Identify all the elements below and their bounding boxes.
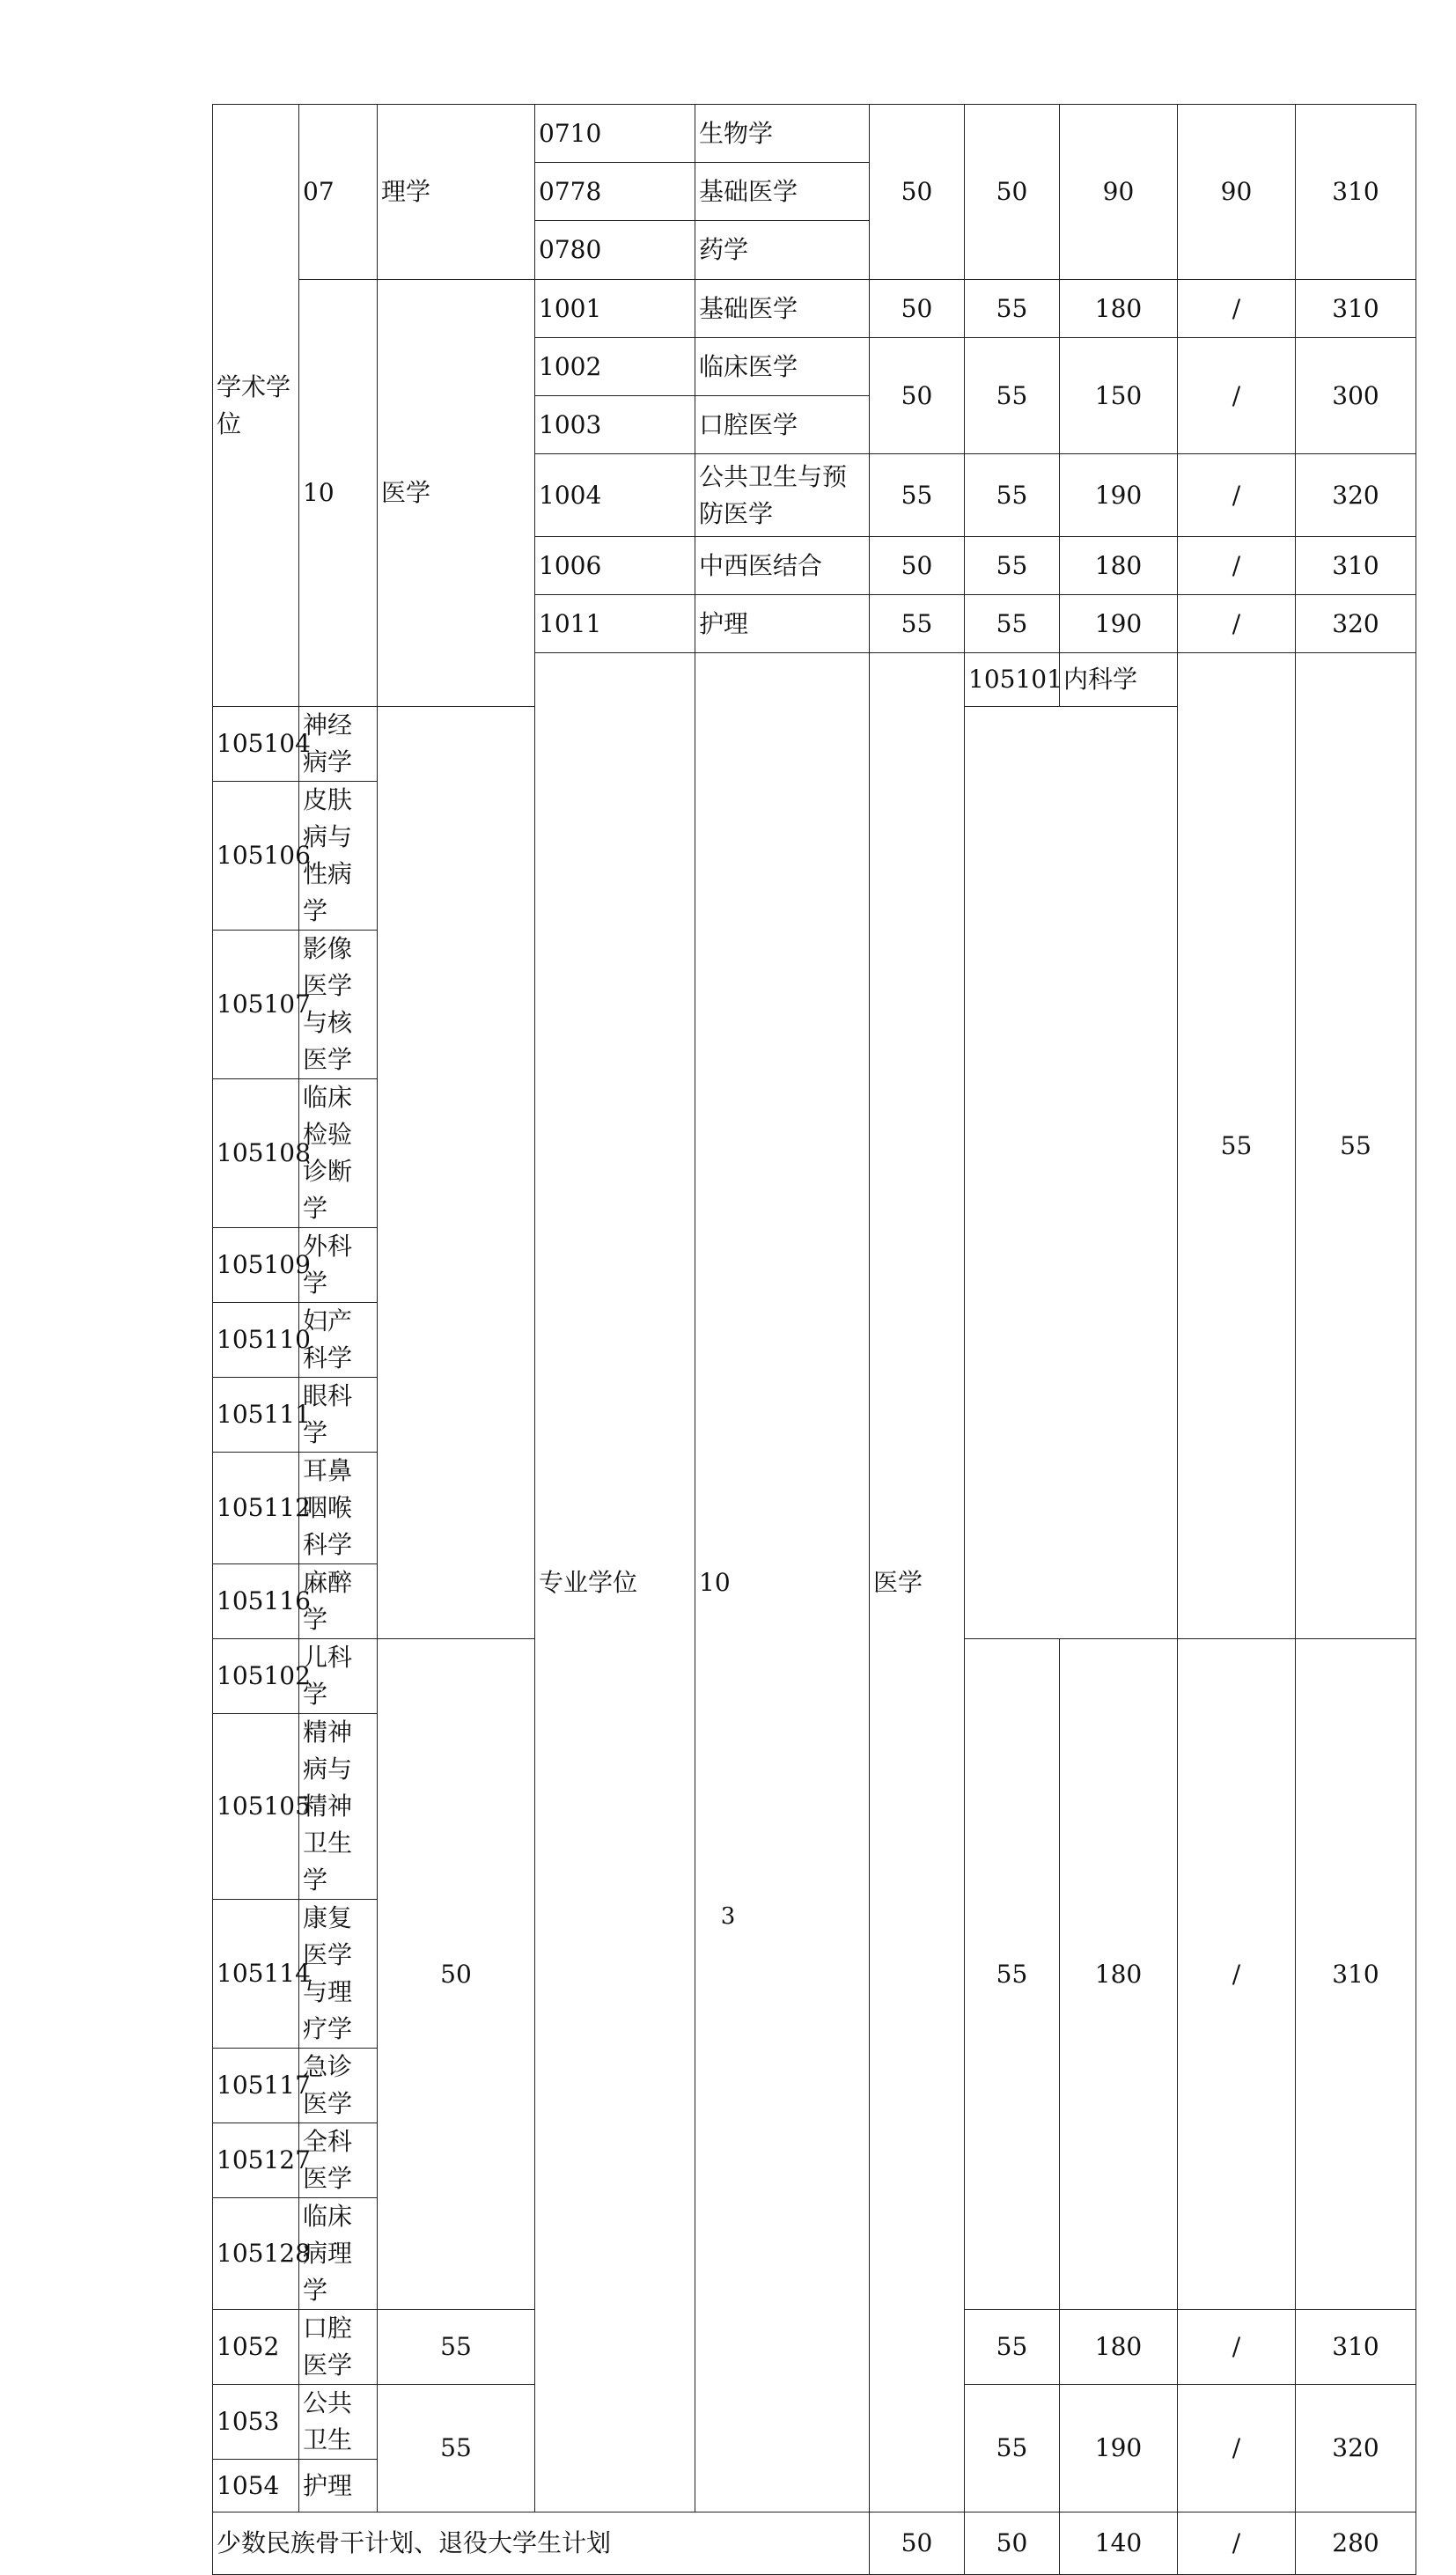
score-cell: /: [1178, 595, 1296, 653]
subject-name: 基础医学: [695, 163, 870, 221]
subject-code: 105101: [965, 653, 1060, 707]
score-cell: 180: [1060, 1639, 1178, 2310]
score-cell: 55: [965, 1639, 1060, 2310]
score-cell: /: [1178, 280, 1296, 338]
subject-code: 0710: [535, 105, 695, 163]
score-cell: 280: [1296, 2512, 1416, 2575]
discipline-name: 医学: [870, 653, 965, 2512]
subject-code: 105104: [213, 707, 299, 782]
subject-name: 护理: [299, 2460, 378, 2512]
score-cell: 55: [965, 537, 1060, 595]
score-cell: 320: [1296, 595, 1416, 653]
score-cell: 55: [965, 2310, 1060, 2385]
score-cell: 55: [965, 338, 1060, 454]
degree-type-academic: 学术学位: [213, 105, 299, 707]
subject-code: 105105: [213, 1714, 299, 1900]
subject-code: 1004: [535, 454, 695, 537]
subject-code: 0778: [535, 163, 695, 221]
subject-name: 影像医学与核医学: [299, 931, 378, 1079]
subject-name: 口腔医学: [299, 2310, 378, 2385]
score-cell: /: [1178, 2310, 1296, 2385]
score-cell: 190: [1060, 454, 1178, 537]
subject-name: 神经病学: [299, 707, 378, 782]
subject-code: 105112: [213, 1453, 299, 1564]
score-cell: 180: [1060, 2310, 1178, 2385]
subject-name: 药学: [695, 221, 870, 280]
subject-name: 麻醉学: [299, 1564, 378, 1639]
score-cell: 150: [1060, 338, 1178, 454]
subject-name: 外科学: [299, 1228, 378, 1303]
subject-name: 临床医学: [695, 338, 870, 396]
subject-code: 1006: [535, 537, 695, 595]
subject-code: 1003: [535, 396, 695, 454]
score-cell: 55: [965, 595, 1060, 653]
score-cell: 310: [1296, 105, 1416, 280]
subject-code: 105114: [213, 1900, 299, 2049]
score-cell: 90: [1060, 105, 1178, 280]
table-row: [213, 105, 1416, 163]
subject-name: 生物学: [695, 105, 870, 163]
score-cell: /: [1178, 2385, 1296, 2512]
subject-code: 105108: [213, 1079, 299, 1228]
subject-name: 皮肤病与性病学: [299, 782, 378, 931]
score-cell: 55: [965, 2385, 1060, 2512]
score-cell: 55: [870, 454, 965, 537]
subject-code: 1052: [213, 2310, 299, 2385]
subject-name: 儿科学: [299, 1639, 378, 1714]
table-row: [213, 2512, 1416, 2575]
discipline-code: 07: [299, 105, 378, 280]
score-cell: 320: [1296, 2385, 1416, 2512]
subject-name: 康复医学与理疗学: [299, 1900, 378, 2049]
subject-name: 护理: [695, 595, 870, 653]
subject-code: 1054: [213, 2460, 299, 2512]
subject-code: 1011: [535, 595, 695, 653]
score-cell: 55: [870, 595, 965, 653]
table-row: [213, 280, 1416, 338]
degree-type-professional: 专业学位: [535, 653, 695, 2512]
subject-code: 105106: [213, 782, 299, 931]
score-cell: 50: [870, 280, 965, 338]
score-cell: /: [1178, 454, 1296, 537]
discipline-name: 理学: [378, 105, 535, 280]
score-cell: 55: [378, 2310, 535, 2385]
score-cell: 310: [1296, 537, 1416, 595]
score-cell: 310: [1296, 280, 1416, 338]
subject-code: 0780: [535, 221, 695, 280]
subject-name: 临床检验诊断学: [299, 1079, 378, 1228]
score-cell: 310: [1296, 1639, 1416, 2310]
score-cell: 50: [378, 1639, 535, 2310]
subject-name: 基础医学: [695, 280, 870, 338]
discipline-code: 10: [695, 653, 870, 2512]
score-cell: /: [1178, 338, 1296, 454]
subject-code: 105127: [213, 2123, 299, 2198]
score-cell: 180: [1060, 537, 1178, 595]
subject-code: 1053: [213, 2385, 299, 2460]
score-cell: 50: [870, 2512, 965, 2575]
score-cell: 50: [965, 105, 1060, 280]
score-cell: 55: [1178, 653, 1296, 1639]
subject-code: 105102: [213, 1639, 299, 1714]
subject-code: 105116: [213, 1564, 299, 1639]
score-cell: 50: [870, 537, 965, 595]
subject-name: 妇产科学: [299, 1303, 378, 1378]
subject-name: 耳鼻咽喉科学: [299, 1453, 378, 1564]
subject-code: 105109: [213, 1228, 299, 1303]
subject-name: 精神病与精神卫生学: [299, 1714, 378, 1900]
score-cell: 55: [1296, 653, 1416, 1639]
score-cell: /: [1178, 2512, 1296, 2575]
subject-code: 105117: [213, 2049, 299, 2123]
score-cell: /: [1178, 1639, 1296, 2310]
subject-code: 105107: [213, 931, 299, 1079]
discipline-name: 医学: [378, 280, 535, 707]
subject-name: 公共卫生与预防医学: [695, 454, 870, 537]
score-cell: 190: [1060, 595, 1178, 653]
score-cell: 180: [1060, 280, 1178, 338]
score-cell: 90: [1178, 105, 1296, 280]
subject-code: 105110: [213, 1303, 299, 1378]
score-cell: 55: [378, 2385, 535, 2512]
score-cell: 50: [870, 338, 965, 454]
subject-name: 口腔医学: [695, 396, 870, 454]
score-cell: 55: [965, 454, 1060, 537]
score-cell: 50: [870, 105, 965, 280]
score-cell: 320: [1296, 454, 1416, 537]
score-cell: 310: [1296, 2310, 1416, 2385]
subject-code: 1001: [535, 280, 695, 338]
subject-name: 公共卫生: [299, 2385, 378, 2460]
page-number: 3: [720, 1903, 736, 1930]
score-table: [212, 104, 1416, 2575]
subject-name: 内科学: [1060, 653, 1178, 707]
score-cell: 190: [1060, 2385, 1178, 2512]
subject-name: 全科医学: [299, 2123, 378, 2198]
special-plan-label: 少数民族骨干计划、退役大学生计划: [213, 2512, 870, 2575]
subject-code: 1002: [535, 338, 695, 396]
subject-code: 105111: [213, 1378, 299, 1453]
subject-code: 105128: [213, 2198, 299, 2310]
score-cell: /: [1178, 537, 1296, 595]
discipline-code: 10: [299, 280, 378, 707]
score-cell: 55: [965, 280, 1060, 338]
score-cell: 50: [965, 2512, 1060, 2575]
subject-name: 临床病理学: [299, 2198, 378, 2310]
subject-name: 眼科学: [299, 1378, 378, 1453]
subject-name: 中西医结合: [695, 537, 870, 595]
score-cell: 140: [1060, 2512, 1178, 2575]
subject-name: 急诊医学: [299, 2049, 378, 2123]
score-cell: 300: [1296, 338, 1416, 454]
